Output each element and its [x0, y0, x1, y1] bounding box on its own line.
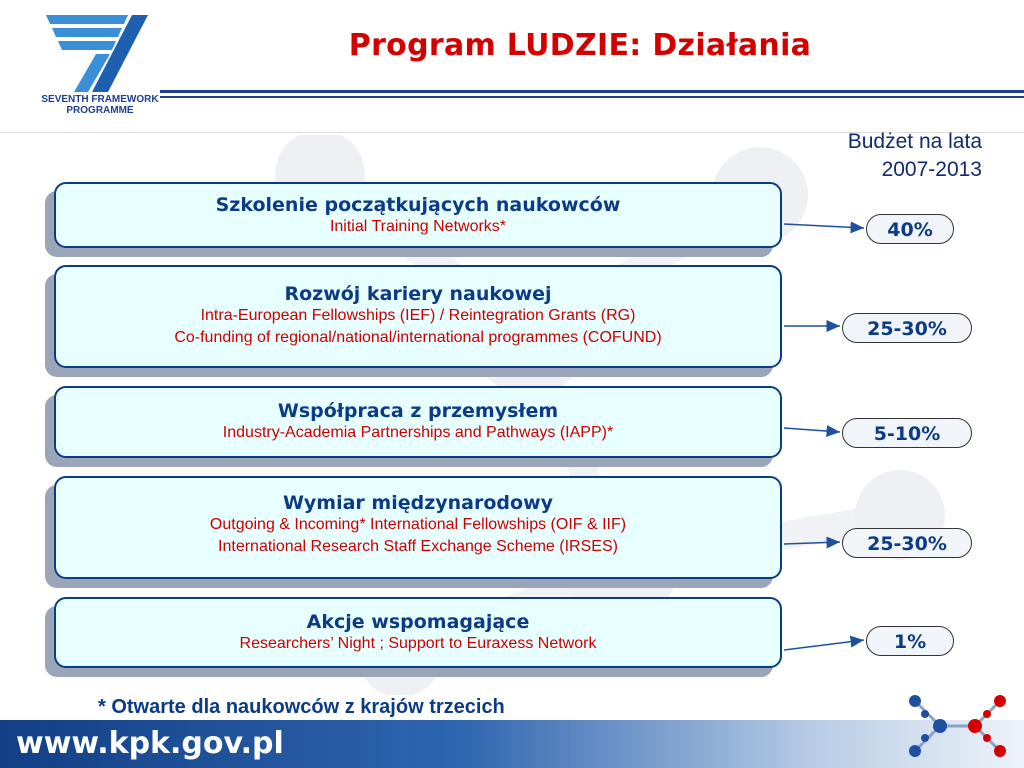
budget-share-badge: 25-30%	[842, 528, 972, 558]
footnote: * Otwarte dla naukowców z krajów trzecich	[98, 696, 505, 718]
fp7-logo-text	[30, 94, 170, 116]
action-detail: Initial Training Networks*	[329, 218, 507, 235]
action-detail: International Research Staff Exchange Scheme (IRSES)	[218, 538, 618, 555]
action-box-international	[54, 476, 782, 579]
action-box-industry	[54, 386, 782, 458]
budget-share-badge: 1%	[866, 626, 954, 656]
action-title: Wymiar międzynarodowy	[282, 492, 554, 514]
budget-line-2: 2007-2013	[881, 158, 982, 181]
action-title: Rozwój kariery naukowej	[284, 283, 552, 305]
action-title: Akcje wspomagające	[306, 611, 530, 633]
action-title: Szkolenie początkujących naukowców	[215, 194, 621, 216]
budget-caption	[848, 128, 982, 184]
action-detail: Outgoing & Incoming* International Fellowships (OIF & IIF)	[209, 516, 627, 533]
action-detail: Co-funding of regional/national/international programmes (COFUND)	[174, 329, 662, 346]
action-title: Współpraca z przemysłem	[277, 400, 559, 422]
action-detail: Industry-Academia Partnerships and Pathways (IAPP)*	[222, 424, 614, 441]
budget-line-1: Budżet na lata	[847, 130, 982, 153]
logo-line-1: SEVENTH FRAMEWORK	[41, 94, 159, 105]
header-stripes	[160, 90, 1024, 102]
budget-share-badge: 40%	[866, 214, 954, 244]
header-bar	[0, 0, 1024, 133]
action-box-support	[54, 597, 782, 668]
footer-url-link[interactable]: www.kpk.gov.pl	[16, 726, 284, 761]
budget-share-badge: 5-10%	[842, 418, 972, 448]
logo-line-2: PROGRAMME	[66, 105, 134, 116]
action-box-career	[54, 265, 782, 368]
action-box-itn	[54, 182, 782, 248]
budget-share-badge: 25-30%	[842, 313, 972, 343]
action-detail: Researchers’ Night ; Support to Euraxess Network	[239, 635, 597, 652]
molecule-logo-icon	[895, 686, 1020, 766]
action-detail: Intra-European Fellowships (IEF) / Reintegration Grants (RG)	[200, 307, 636, 324]
page-title: Program LUDZIE: Działania	[348, 28, 812, 63]
